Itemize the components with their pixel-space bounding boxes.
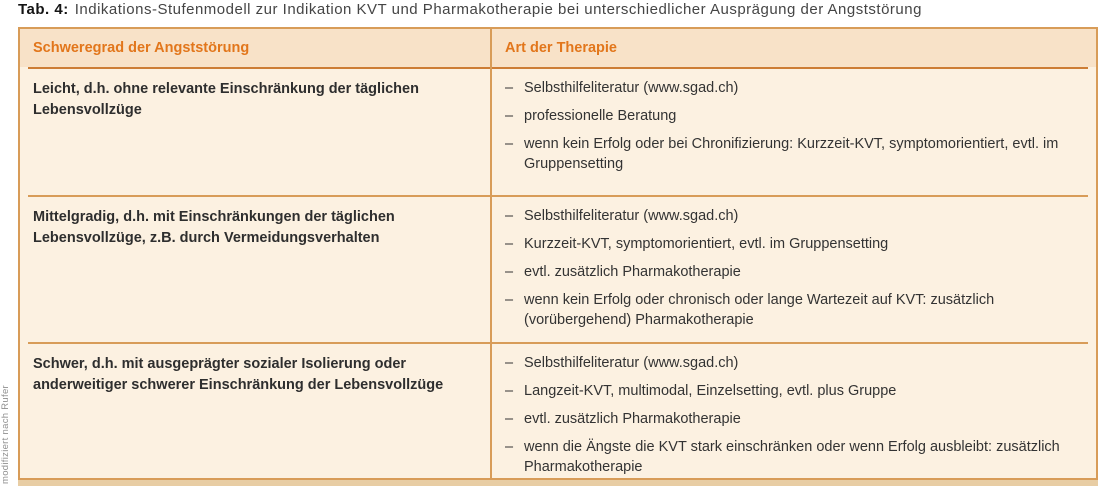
- therapy-item-text: evtl. zusätzlich Pharmakotherapie: [524, 264, 741, 280]
- therapy-item: [505, 353, 1080, 373]
- dash-bullet: –: [505, 208, 514, 224]
- dash-bullet: –: [505, 383, 514, 399]
- therapy-item-text: Langzeit-KVT, multimodal, Einzelsetting, evtl. plus Gruppe: [524, 383, 897, 399]
- therapy-cell: [490, 344, 1096, 478]
- severity-cell: Schwer, d.h. mit ausgeprägter sozialer Isolierung oder anderweitiger schwerer Einschränkung der Lebensvollzüge: [33, 356, 444, 393]
- table-header-row: [20, 29, 1096, 67]
- therapy-item: [505, 290, 1080, 330]
- therapy-item-text: Selbsthilfeliteratur (www.sgad.ch): [524, 208, 739, 224]
- column-header-severity: Schweregrad der Angststörung: [33, 40, 250, 56]
- table-row-leicht: [20, 69, 1096, 195]
- dash-bullet: –: [505, 264, 514, 280]
- table-caption-label: Tab. 4:: [18, 1, 69, 18]
- therapy-item-text: evtl. zusätzlich Pharmakotherapie: [524, 411, 741, 427]
- therapy-item: [505, 409, 1080, 429]
- severity-cell: Mittelgradig, d.h. mit Einschränkungen der täglichen Lebensvollzüge, z.B. durch Vermeidungsverhalten: [33, 209, 395, 246]
- dash-bullet: –: [505, 80, 514, 96]
- table-caption-text: Indikations-Stufenmodell zur Indikation KVT und Pharmakotherapie bei unterschiedlicher Ausprägung der Angststörung: [74, 1, 922, 18]
- table-row-mittelgradig: [20, 197, 1096, 342]
- therapy-item-text: professionelle Beratung: [524, 108, 677, 124]
- therapy-item-text: wenn kein Erfolg oder chronisch oder lange Wartezeit auf KVT: zusätzlich (vorübergehend) Pharmakotherapie: [524, 292, 995, 328]
- therapy-item-text: wenn kein Erfolg oder bei Chronifizierung: Kurzzeit-KVT, symptomorientiert, evtl. im Gruppensetting: [524, 136, 1059, 172]
- dash-bullet: –: [505, 108, 514, 124]
- therapy-item: [505, 262, 1080, 282]
- therapy-item-text: Selbsthilfeliteratur (www.sgad.ch): [524, 355, 739, 371]
- severity-cell: Leicht, d.h. ohne relevante Einschränkung der täglichen Lebensvollzüge: [33, 81, 419, 118]
- source-credit: modifiziert nach Rufer: [0, 385, 11, 484]
- therapy-item: [505, 106, 1080, 126]
- therapy-cell: [490, 69, 1096, 195]
- dash-bullet: –: [505, 355, 514, 371]
- therapy-item: [505, 206, 1080, 226]
- therapy-item-text: Selbsthilfeliteratur (www.sgad.ch): [524, 80, 739, 96]
- dash-bullet: –: [505, 236, 514, 252]
- dash-bullet: –: [505, 136, 514, 152]
- therapy-item: [505, 234, 1080, 254]
- therapy-item: [505, 78, 1080, 98]
- table-row-schwer: [20, 344, 1096, 478]
- therapy-item-text: Kurzzeit-KVT, symptomorientiert, evtl. im Gruppensetting: [524, 236, 889, 252]
- table-caption: [18, 1, 922, 18]
- therapy-item: [505, 381, 1080, 401]
- therapy-item: [505, 437, 1080, 477]
- column-header-therapy: Art der Therapie: [505, 40, 617, 56]
- indication-table: [18, 27, 1098, 480]
- dash-bullet: –: [505, 292, 514, 308]
- therapy-cell: [490, 197, 1096, 342]
- therapy-item-text: wenn die Ängste die KVT stark einschränken oder wenn Erfolg ausbleibt: zusätzlich Pharmakotherapie: [524, 439, 1060, 475]
- therapy-item: [505, 134, 1080, 174]
- bottom-accent-bar: [18, 480, 1098, 486]
- dash-bullet: –: [505, 411, 514, 427]
- dash-bullet: –: [505, 439, 514, 455]
- column-divider: [490, 29, 492, 478]
